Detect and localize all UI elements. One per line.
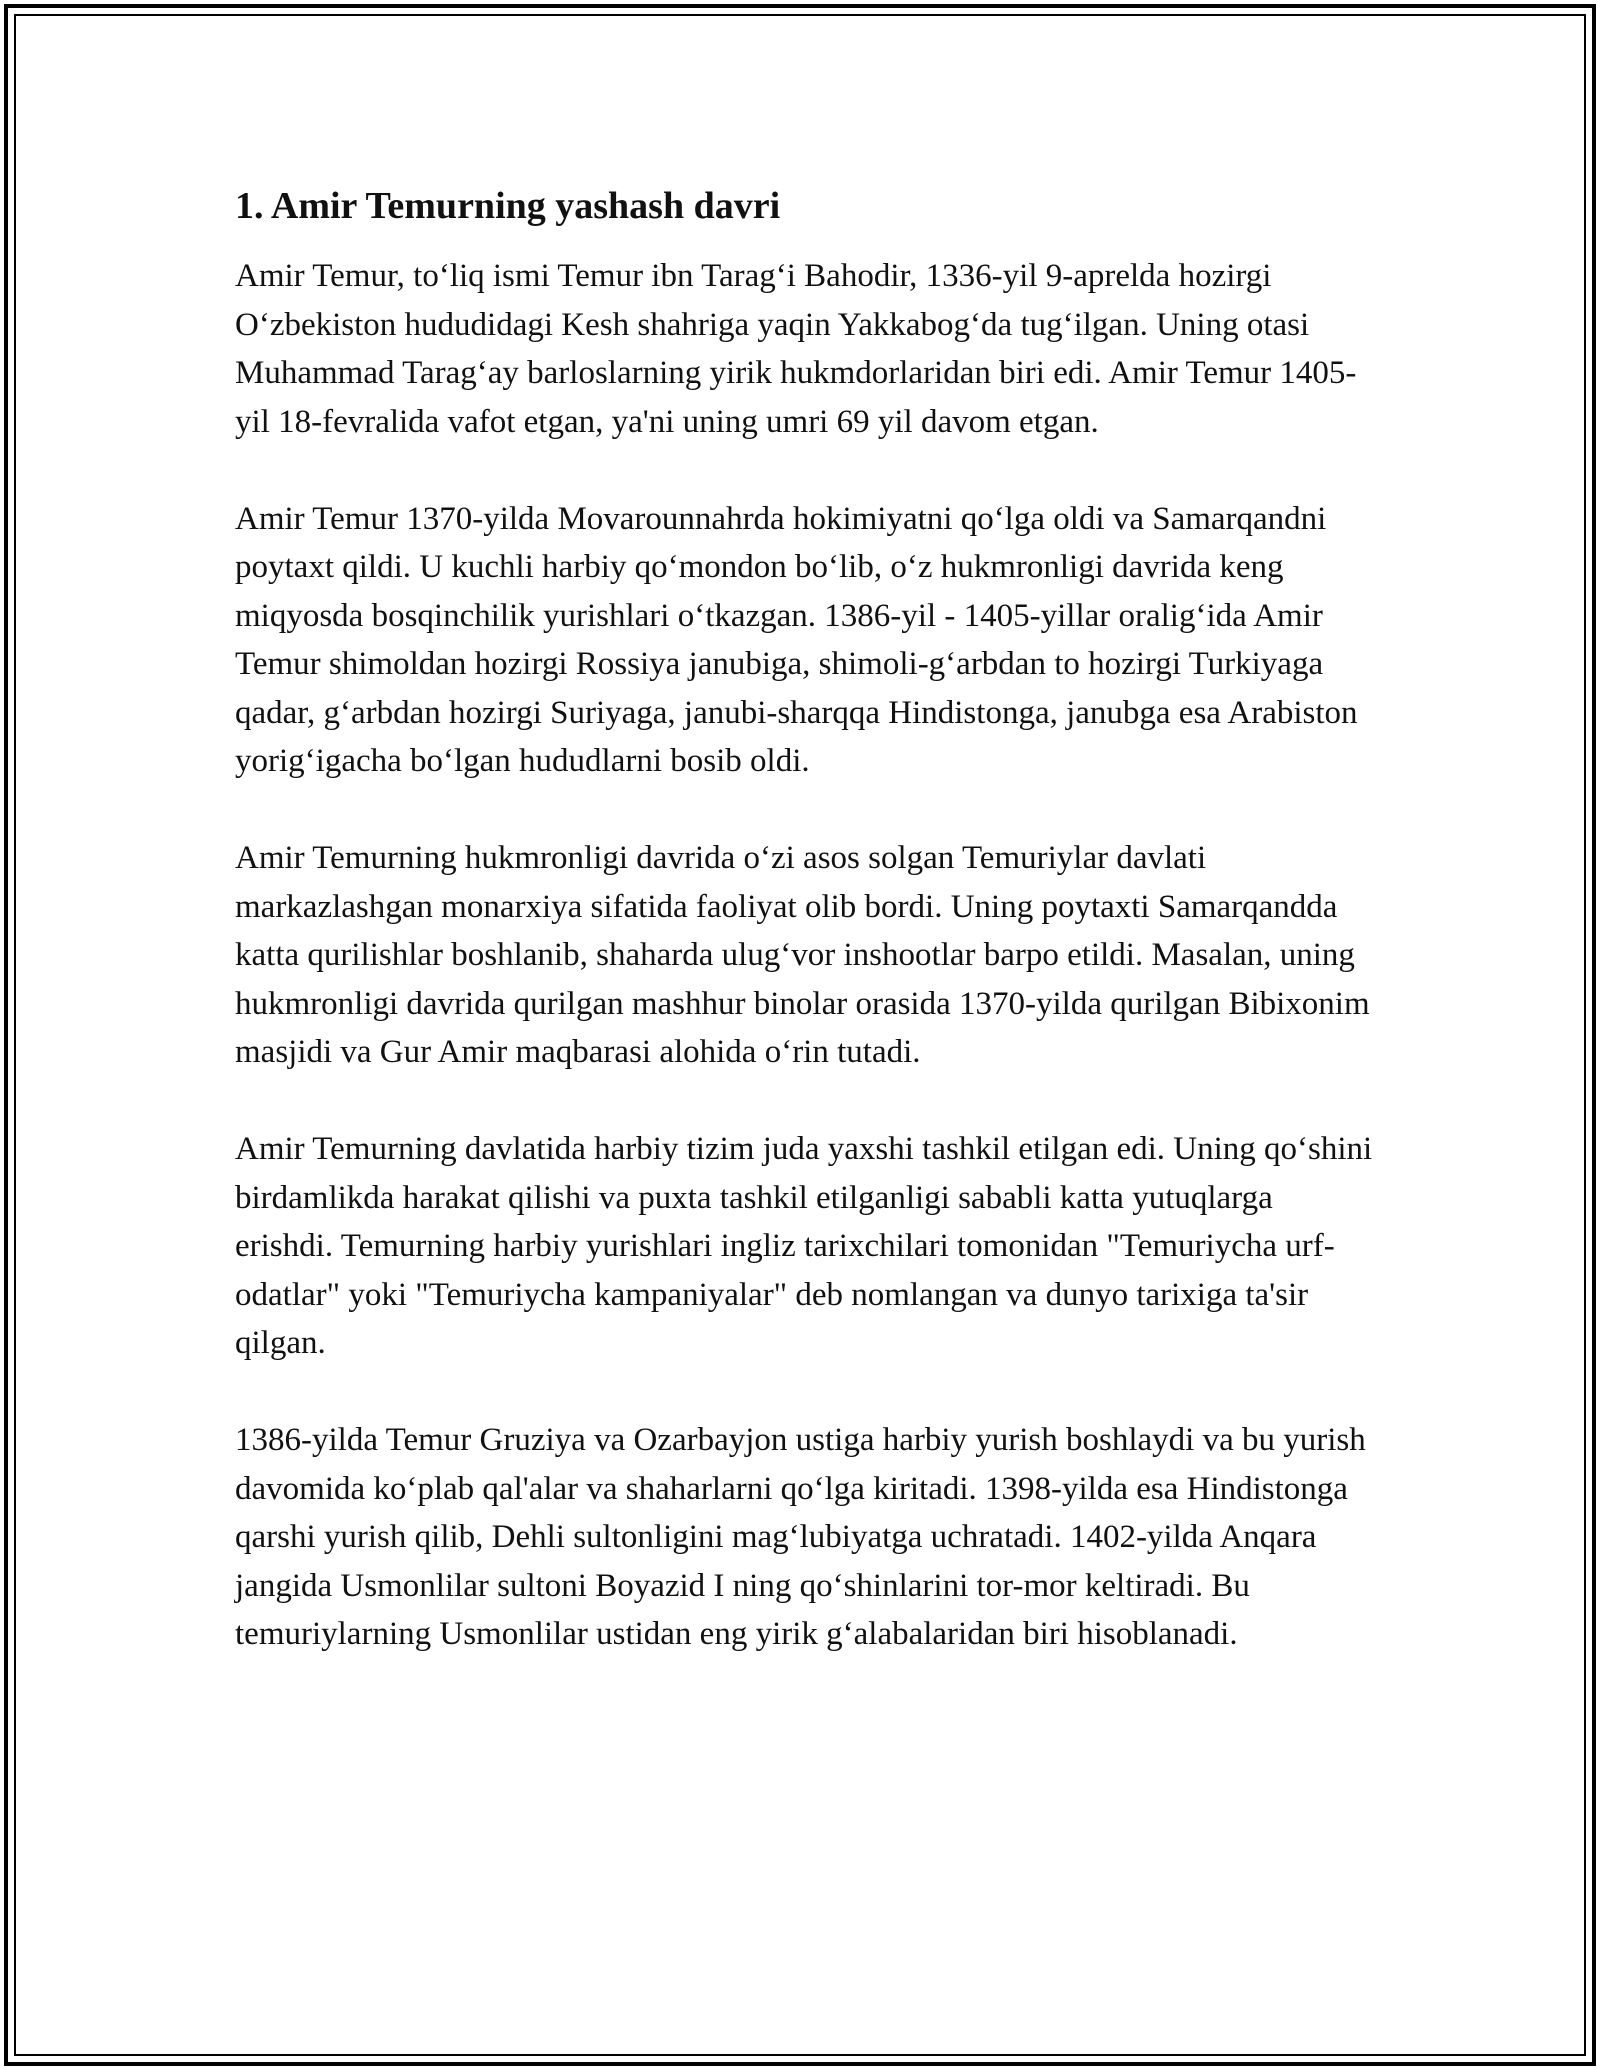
document-body [235, 180, 1375, 1659]
paragraph-campaigns: 1386-yilda Temur Gruziya va Ozarbayjon ustiga harbiy yurish boshlaydi va bu yurish davomida ko‘plab qal'alar va shaharlarni qo‘lga kiritadi. 1398-yilda esa Hindistonga qarshi yurish qilib, Dehli sultonligini mag‘lubiyatga uchratadi. 1402-yilda Anqara jangida Usmonlilar sultoni Boyazid I ning qo‘shinlarini tor-mor keltiradi. Bu temuriylarning Usmonlilar ustidan eng yirik g‘alabalaridan biri hisoblanadi. [235, 1422, 1366, 1652]
paragraph-conquests: Amir Temur 1370-yilda Movarounnahrda hokimiyatni qo‘lga oldi va Samarqandni poytaxt qildi. U kuchli harbiy qo‘mondon bo‘lib, o‘z hukmronligi davrida keng miqyosda bosqinchilik yurishlari o‘tkazgan. 1386-yil - 1405-yillar oralig‘ida Amir Temur shimoldan hozirgi Rossiya janubiga, shimoli-g‘arbdan to hozirgi Turkiyaga qadar, g‘arbdan hozirgi Suriyaga, janubi-sharqqa Hindistonga, janubga esa Arabiston yorig‘igacha bo‘lgan hududlarni bosib oldi. [235, 500, 1358, 779]
paragraph-state-and-buildings: Amir Temurning hukmronligi davrida o‘zi asos solgan Temuriylar davlati markazlashgan monarxiya sifatida faoliyat olib bordi. Uning poytaxti Samarqandda katta qurilishlar boshlanib, shaharda ulug‘vor inshootlar barpo etildi. Masalan, uning hukmronligi davrida qurilgan mashhur binolar orasida 1370-yilda qurilgan Bibixonim masjidi va Gur Amir maqbarasi alohida o‘rin tutadi. [235, 840, 1370, 1070]
paragraph-birth-and-death: Amir Temur, to‘liq ismi Temur ibn Tarag‘i Bahodir, 1336-yil 9-aprelda hozirgi O‘zbekiston hududidagi Kesh shahriga yaqin Yakkabog‘da tug‘ilgan. Uning otasi Muhammad Tarag‘ay barloslarning yirik hukmdorlaridan biri edi. Amir Temur 1405-yil 18-fevralida vafot etgan, ya'ni uning umri 69 yil davom etgan. [235, 258, 1357, 440]
section-title: 1. Amir Temurning yashash davri [235, 185, 781, 227]
paragraph-military-system: Amir Temurning davlatida harbiy tizim juda yaxshi tashkil etilgan edi. Uning qo‘shini birdamlikda harakat qilishi va puxta tashkil etilganligi sababli katta yutuqlarga erishdi. Temurning harbiy yurishlari ingliz tarixchilari tomonidan "Temuriycha urf-odatlar" yoki "Temuriycha kampaniyalar" deb nomlangan va dunyo tarixiga ta'sir qilgan. [235, 1131, 1373, 1361]
